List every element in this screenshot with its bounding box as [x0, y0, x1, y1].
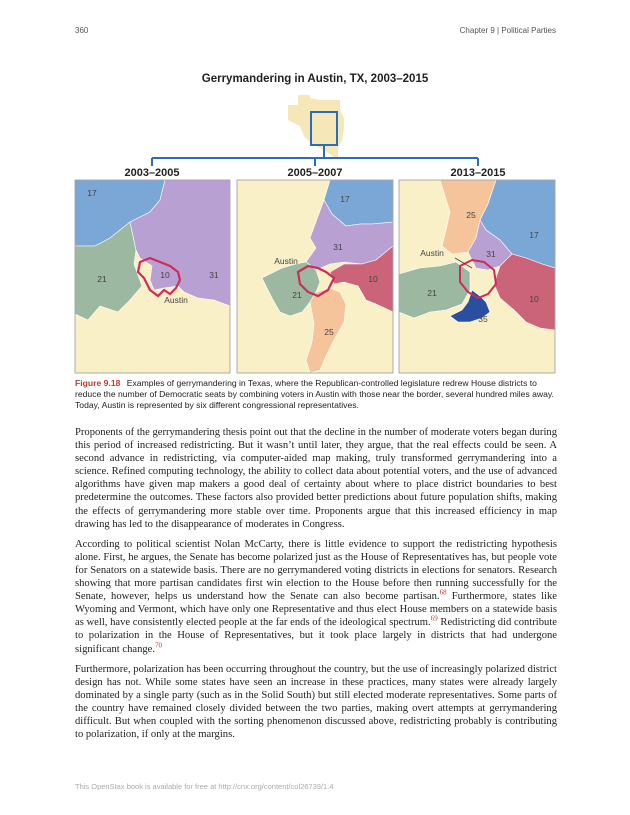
- city-label: Austin: [420, 248, 444, 258]
- paragraph: [75, 538, 557, 656]
- paragraph-text: According to political scientist Nolan McCarty, there is little evidence to support the redistricting hypothesis alone. First, he argues, the Senate has become polarized just as the House of Representatives has, but people vote for Senators on a statewide basis. There are no gerrymandered voting districts in elections for senators. Research showing that more partisan candidates first win election to the House before then running successfully for the Senate, however, helps us understand how the Senate can also become partisan.: [75, 538, 557, 603]
- district-label: 31: [333, 242, 343, 252]
- district-label: 35: [478, 314, 488, 324]
- city-label: Austin: [164, 295, 188, 305]
- footnote-ref-68[interactable]: 68: [439, 588, 447, 597]
- figure-title: Gerrymandering in Austin, TX, 2003–2015: [201, 73, 429, 85]
- map-panel-2005-2007: [237, 180, 393, 373]
- body-text: [75, 426, 557, 748]
- district-label: 25: [324, 327, 334, 337]
- figure-caption: [75, 378, 557, 411]
- district-label: 17: [529, 230, 539, 240]
- district-label: 25: [466, 210, 476, 220]
- district-label: 31: [209, 270, 219, 280]
- gerrymandering-figure: [0, 0, 630, 376]
- district-label: 17: [87, 188, 97, 198]
- caption-text: Examples of gerrymandering in Texas, where the Republican-controlled legislature redrew House districts to reduce the number of Democratic seats by combining voters in Austin with those near the border, several hundred miles away. Today, Austin is represented by six different congressional representatives.: [75, 378, 554, 410]
- texas-map-icon: [288, 95, 344, 160]
- map-panel-2013-2015: [399, 180, 555, 373]
- page-number: 360: [75, 26, 89, 35]
- city-label: Austin: [274, 256, 298, 266]
- map-panel-2003-2005: [75, 180, 230, 373]
- paragraph: Furthermore, polarization has been occurring throughout the country, but the use of increasingly polarized district design has not. While some states have seen an increase in these practices, many states were already largely dominated by a single party (such as in the Solid South) but still elected moderate representatives. Some parts of the country have remained closely divided between the two parties, making overt attempts at gerrymandering difficult. But when coupled with the sorting phenomenon discussed above, redistricting probably is contributing to polarization, if only at the margins.: [75, 663, 557, 741]
- period-label-3: 2013–2015: [450, 167, 506, 179]
- district-label: 10: [160, 270, 170, 280]
- footer-note: This OpenStax book is available for free at http://cnx.org/content/col26739/1.4: [75, 782, 334, 791]
- paragraph: Proponents of the gerrymandering thesis point out that the decline in the number of moderate voters began during this period of increased redistricting. But it wasn’t until later, they argue, that the real effects could be seen. A second advance in redistricting, via computer-aided map making, truly transformed gerrymandering into a science. Refined computing technology, the ability to collect data about potential voters, and the use of advanced algorithms have given map makers a good deal of certainty about where to place district boundaries to best predetermine the outcomes. These factors also provided better predictions about future population shifts, making the effects of gerrymandering more stable over time. Proponents argue that this increased efficiency in map drawing has led to the disappearance of moderates in Congress.: [75, 427, 557, 530]
- bracket-connector: [152, 145, 478, 166]
- figure-label: Figure 9.18: [75, 378, 121, 388]
- footnote-ref-69[interactable]: 69: [430, 614, 438, 623]
- paragraph-text: Redistricting did contribute to polarization in the House of Representatives, but it took place largely in districts that had undergone significant change.: [75, 617, 557, 655]
- district-label: 17: [340, 194, 350, 204]
- district-label: 21: [292, 290, 302, 300]
- chapter-title: Chapter 9 | Political Parties: [459, 26, 556, 35]
- footnote-ref-70[interactable]: 70: [155, 640, 163, 649]
- district-label: 31: [486, 249, 496, 259]
- period-label-1: 2003–2005: [124, 167, 180, 179]
- paragraph-text: Furthermore, states like Wyoming and Vermont, which have only one Representative and thus elect House members on a statewide basis as well, have consistently elected people at the far ends of the ideological spectrum.: [75, 591, 558, 629]
- district-label: 21: [427, 288, 437, 298]
- district-label: 10: [368, 274, 378, 284]
- district-label: 21: [97, 274, 107, 284]
- period-label-2: 2005–2007: [287, 167, 343, 179]
- district-label: 10: [529, 294, 539, 304]
